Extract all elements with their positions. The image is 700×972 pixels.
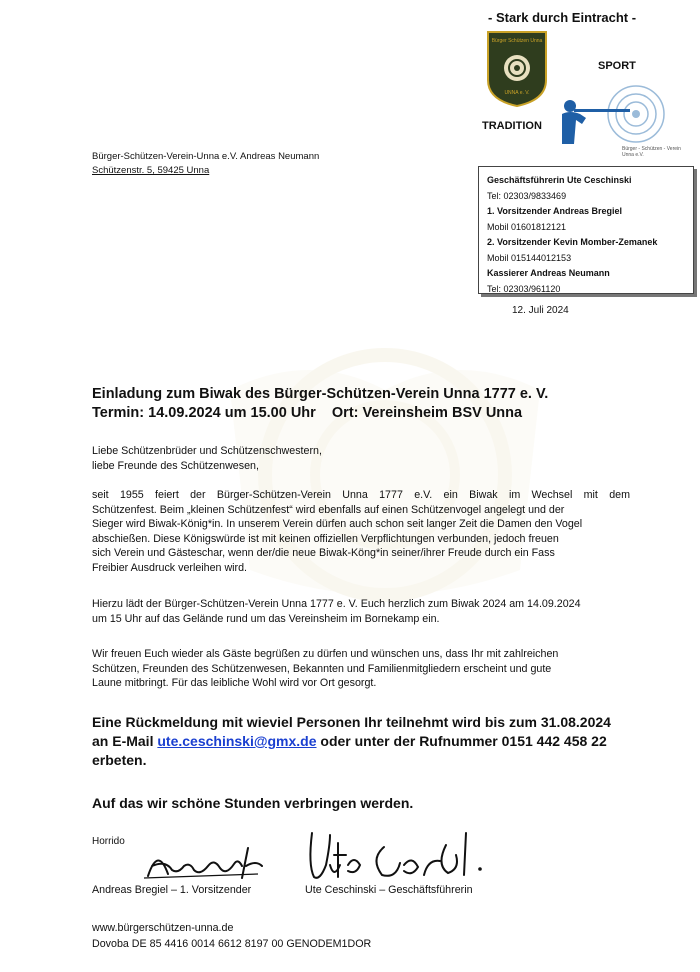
signature-bregiel — [138, 836, 278, 886]
paragraph-line: um 15 Uhr auf das Gelände rund um das Vereinsheim im Bornekamp ein. — [92, 612, 440, 625]
sport-label: SPORT — [598, 60, 636, 72]
rsvp-text: an E-Mail — [92, 733, 158, 749]
signature-label-ceschinski: Ute Ceschinski – Geschäftsführerin — [305, 884, 473, 896]
bank-details: Dovoba DE 85 4416 0014 6612 8197 00 GENODEM1DOR — [92, 938, 372, 950]
letter-date: 12. Juli 2024 — [512, 305, 569, 316]
subject-line: Termin: 14.09.2024 um 15.00 Uhr Ort: Vereinsheim BSV Unna — [92, 405, 523, 421]
contact-line: Mobil 015144012153 — [487, 252, 572, 263]
sender-street: Schützenstr. 5, 59425 Unna — [92, 165, 210, 176]
sender-address — [92, 150, 319, 178]
paragraph-invitation — [92, 597, 630, 626]
paragraph-line: Hierzu lädt der Bürger-Schützen-Verein Unna 1777 e. V. Euch herzlich zum Biwak 2024 am 14.09.2024 — [92, 598, 581, 610]
paragraph-line: Schützenfest. Beim „kleinen Schützenfest“ wird ebenfalls auf einen Schützenvogel angelegt und der — [92, 503, 565, 516]
rsvp-text: oder unter der Rufnummer 0151 442 458 22 — [316, 733, 607, 749]
contact-line: Kassierer Andreas Neumann — [487, 268, 610, 278]
greeting: Horrido — [92, 836, 125, 847]
paragraph-line: Schützen, Freunden des Schützenwesen, Bekannten und Familienmitgliedern erscheint und gute — [92, 662, 552, 675]
paragraph-line: Freibier Ausdruck verleihen wird. — [92, 561, 248, 574]
salutation-line: Liebe Schützenbrüder und Schützenschwestern, — [92, 445, 322, 457]
contact-line: Tel: 02303/961120 — [487, 283, 561, 294]
email-link[interactable]: ute.ceschinski@gmx.de — [157, 733, 317, 749]
paragraph-line: abschießen. Diese Königswürde ist mit keinen offiziellen Verpflichtungen verbunden, jedoch freuen — [92, 532, 559, 545]
emblem-text-bottom: UNNA e. V. — [504, 90, 530, 96]
rsvp-line: Eine Rückmeldung mit wieviel Personen Ihr teilnehmt wird bis zum 31.08.2024 — [92, 714, 611, 730]
motto: - Stark durch Eintracht - — [488, 10, 637, 25]
contact-line: Mobil 01601812121 — [487, 221, 567, 232]
contact-line: 1. Vorsitzender Andreas Bregiel — [487, 206, 623, 216]
signature-label-bregiel: Andreas Bregiel – 1. Vorsitzender — [92, 884, 252, 896]
tradition-label: TRADITION — [482, 120, 542, 132]
subject-line: Einladung zum Biwak des Bürger-Schützen-Verein Unna 1777 e. V. — [92, 386, 549, 402]
paragraph-history — [92, 488, 630, 576]
sender-name: Bürger-Schützen-Verein-Unna e.V. Andreas Neumann — [92, 151, 320, 162]
watermark-emblem — [190, 330, 580, 620]
paragraph-line: Laune mitbringt. Für das leibliche Wohl wird vor Ort gesorgt. — [92, 677, 377, 690]
contact-line: Geschäftsführerin Ute Ceschinski — [487, 175, 632, 185]
paragraph-line: sich Verein und Gästeschar, wenn der/die neue Biwak-Köng*in seiner/ihrer Freude durch ein Fass — [92, 547, 555, 560]
paragraph-line: Sieger wird Biwak-König*in. In unserem Verein dürfen auch schon seit langer Zeit die Damen den Vogel — [92, 518, 583, 531]
paragraph-welcome — [92, 647, 630, 691]
contact-line: Tel: 02303/9833469 — [487, 190, 567, 201]
footer — [92, 920, 371, 952]
rsvp-request — [92, 713, 652, 770]
contact-box — [478, 166, 694, 294]
contact-line: 2. Vorsitzender Kevin Momber-Zemanek — [487, 237, 658, 247]
emblem-text: Bürger Schützen Unna — [491, 38, 543, 44]
rsvp-line — [92, 732, 652, 751]
paragraph-line: Wir freuen Euch wieder als Gäste begrüßen zu dürfen und wünschen uns, dass Ihr mit zahlreichen — [92, 648, 559, 660]
shooter-caption: Bürger - Schützen - Verein Unna e.V. — [622, 146, 681, 158]
salutation-line: liebe Freunde des Schützenwesen, — [92, 459, 259, 472]
rsvp-line: erbeten. — [92, 752, 147, 768]
website-link[interactable]: www.bürgerschützen-unna.de — [92, 922, 234, 934]
club-emblem — [486, 30, 548, 108]
paragraph-line: seit 1955 feiert der Bürger-Schützen-Verein Unna 1777 e.V. ein Biwak im Wechsel mit dem — [92, 489, 630, 501]
salutation — [92, 444, 630, 473]
subject — [92, 385, 548, 423]
closing-line: Auf das wir schöne Stunden verbringen werden. — [92, 795, 414, 811]
signature-ceschinski — [300, 825, 490, 887]
